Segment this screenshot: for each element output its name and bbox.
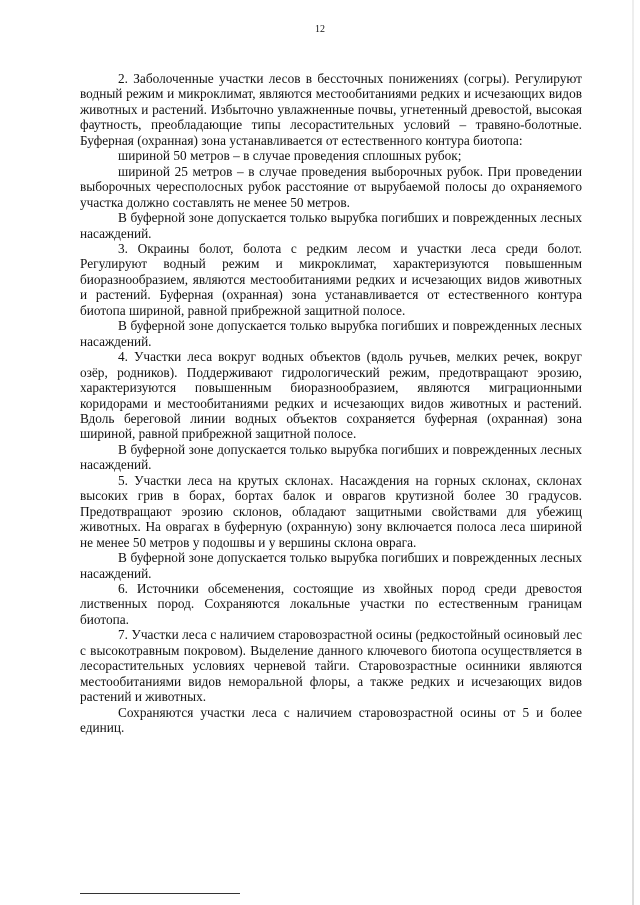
scan-edge-shadow [632,0,634,905]
document-body [80,71,582,735]
paragraph-buffer-zone-note: В буферной зоне допускается только вырубка погибших и поврежденных лесных насаждений. [80,210,582,241]
paragraph-6-seed-sources: 6. Источники обсеменения, состоящие из хвойных пород среди древостоя лиственных пород. Сохраняются локальные участки по естественным границам биотопа. [80,580,582,627]
paragraph-buffer-zone-note: В буферной зоне допускается только вырубка погибших и поврежденных лесных насаждений. [80,550,582,581]
paragraph-width-50m: шириной 50 метров – в случае проведения сплошных рубок; [118,148,462,164]
paragraph-3-bog-edges: 3. Окраины болот, болота с редким лесом и участки леса среди болот. Регулируют водный режим и микроклимат, характеризуются повышенным биоразнообразием, являются местообитаниями редких и исчезающих видов животных и растений. Буферная (охранная) зона устанавливается от естественного контура биотопа шириной, равной прибрежной защитной полосе. [80,240,582,318]
paragraph-5-steep-slopes: 5. Участки леса на крутых склонах. Насаждения на горных склонах, склонах высоких грив в борах, бортах балок и оврагов крутизной более 30 градусов. Предотвращают эрозию склонов, обладают защитными свойствами для убежищ животных. На оврагах в буферную (охранную) зону включается полоса леса шириной не менее 50 метров у подошвы и у вершины склона оврага. [80,472,582,550]
paragraph-buffer-zone-note: В буферной зоне допускается только вырубка погибших и поврежденных лесных насаждений. [80,318,582,349]
paragraph-old-aspen-retention: Сохраняются участки леса с наличием старовозрастной осины от 5 и более единиц. [80,704,582,736]
footer-divider [80,893,240,894]
paragraph-4-water-objects: 4. Участки леса вокруг водных объектов (вдоль ручьев, мелких речек, вокруг озёр, родников). Поддерживают гидрологический режим, предотвращают эрозию, характеризуются повышенным биоразнообразием, являются миграционными коридорами и местообитаниями редких и исчезающих видов животных и растений. Вдоль береговой линии водных объектов сохраняется буферная (охранная) зона шириной, равной прибрежной защитной полосе. [80,349,582,442]
paragraph-buffer-zone-note: В буферной зоне допускается только вырубка погибших и поврежденных лесных насаждений. [80,441,582,473]
page-number: 12 [315,24,325,35]
paragraph-7-old-aspen: 7. Участки леса с наличием старовозрастной осины (редкостойный осиновый лес с высокотравным покровом). Выделение данного ключевого биотопа осуществляется в лесорастительных условиях черневой тайги. Старовозрастные осинники являются местообитаниями видов неморальной флоры, а также редких и исчезающих видов растений и животных. [80,627,582,705]
paragraph-width-25m: шириной 25 метров – в случае проведения выборочных рубок. При проведении выборочных чересполосных рубок расстояние от вырубаемой полосы до охраняемого участка должно составлять не менее 50 метров. [80,163,582,210]
paragraph-2-wetland-forests: 2. Заболоченные участки лесов в бессточных понижениях (согры). Регулируют водный режим и микроклимат, являются местообитаниями редких и исчезающих видов животных и растений. Избыточно увлажненные почвы, угнетенный древостой, высокая фаутность, преобладающие типы лесорастительных условий – травяно-болотные. Буферная (охранная) зона устанавливается от естественного контура биотопа: [80,71,582,148]
